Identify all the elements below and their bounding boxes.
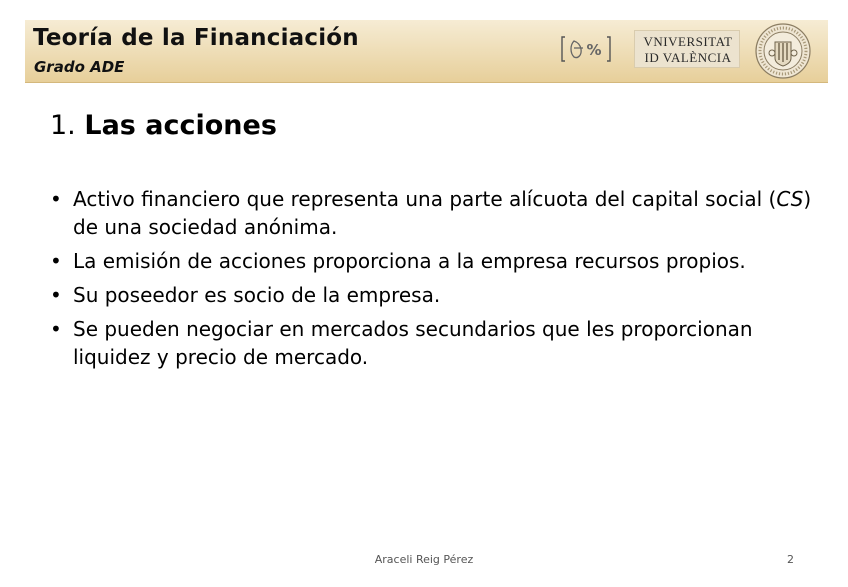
section-number: 1. — [50, 110, 76, 141]
bullet-text-after: ) de una sociedad anónima. — [73, 187, 812, 239]
bullet-icon: • — [50, 283, 62, 307]
section-title: Las acciones — [84, 110, 277, 141]
bullet-text: Su poseedor es socio de la empresa. — [73, 283, 441, 307]
dept-logo-text: % — [586, 41, 602, 59]
page-number: 2 — [787, 553, 794, 566]
bullet-list — [50, 185, 820, 377]
university-name-line1: VNIVERSITAT — [643, 34, 733, 49]
course-subtitle: Grado ADE — [34, 58, 125, 76]
bullet-text: La emisión de acciones proporciona a la empresa recursos propios. — [73, 249, 746, 273]
bullet-text-before: Activo financiero que representa una parte alícuota del capital social ( — [73, 187, 777, 211]
university-logo — [634, 30, 740, 68]
bullet-text-emphasis: CS — [776, 187, 804, 211]
bullet-icon: • — [50, 317, 62, 341]
section-heading — [50, 110, 277, 141]
bullet-item — [50, 281, 820, 309]
course-title: Teoría de la Financiación — [33, 25, 359, 51]
bullet-item — [50, 247, 820, 275]
header-banner — [25, 20, 828, 83]
department-logo-icon — [561, 34, 611, 64]
bullet-icon: • — [50, 187, 62, 211]
bullet-item — [50, 185, 820, 241]
bullet-item — [50, 315, 820, 371]
university-name-line2: ID VALÈNCIA — [644, 50, 732, 65]
footer-author: Araceli Reig Pérez — [374, 553, 474, 566]
university-seal-icon — [751, 22, 815, 80]
bullet-icon: • — [50, 249, 62, 273]
bullet-text: Se pueden negociar en mercados secundarios que les proporcionan liquidez y precio de mercado. — [73, 317, 753, 369]
